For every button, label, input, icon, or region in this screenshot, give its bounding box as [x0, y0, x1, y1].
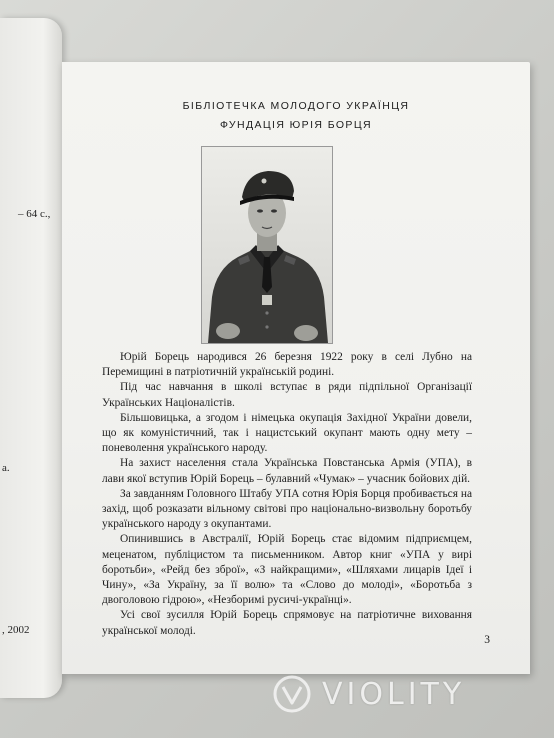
biography-text [102, 350, 472, 639]
left-page-fragment-1: – 64 с., [18, 208, 51, 220]
portrait-photo [201, 146, 333, 344]
previous-page-edge [0, 18, 62, 698]
page-number: 3 [484, 634, 490, 646]
series-title: БІБЛІОТЕЧКА МОЛОДОГО УКРАЇНЦЯ [182, 100, 410, 112]
left-page-fragment-2: а. [2, 462, 10, 474]
paragraph-raid: За завданням Головного Штабу УПА сотня Юрія Борця пробивається на захід, щоб розказати вільному світові про національно-визвольну боротьбу українського народу з окупантами. [102, 487, 472, 531]
portrait-soldier-icon [202, 147, 332, 343]
left-page-fragment-3: , 2002 [2, 624, 30, 636]
book-page [62, 62, 530, 674]
paragraph-oun: Під час навчання в школі вступає в ряди підпільної Організації Українських Націоналістів. [102, 381, 472, 409]
watermark-text: VIOLITY [322, 676, 466, 712]
paragraph-upa: На захист населення стала Українська Повстанська Армія (УПА), в лави якої вступив Юрій Борець – булавний «Чумак» – учасник бойових дій. [102, 457, 472, 485]
paragraph-youth: Усі свої зусилля Юрій Борець спрямовує на патріотичне виховання української молоді. [102, 609, 472, 637]
paragraph-australia: Опинившись в Австралії, Юрій Борець стає відомим підприємцем, меценатом, публіцистом та письменником. Автор книг «УПА у вирі боротьби», «Рейд без зброї», «З найкращими», «Шляхами лицарів Ідеї і Чину», «За Україну, за її волю» та «Слово до молоді», «Боротьба з двоголовою гідрою», «Незборимі русичі-українці». [102, 533, 472, 607]
paragraph-occupation: Більшовицька, а згодом і німецька окупація Західної України довели, що як комуністичний, так і нацистський окупант мають одну мету – поневолення українського народу. [102, 411, 472, 455]
violity-logo-icon [272, 674, 312, 714]
foundation-title: ФУНДАЦІЯ ЮРІЯ БОРЦЯ [220, 119, 372, 131]
paragraph-birth: Юрій Борець народився 26 березня 1922 року в селі Лубно на Перемищині в патріотичній українській родині. [102, 351, 472, 379]
watermark [272, 672, 542, 716]
